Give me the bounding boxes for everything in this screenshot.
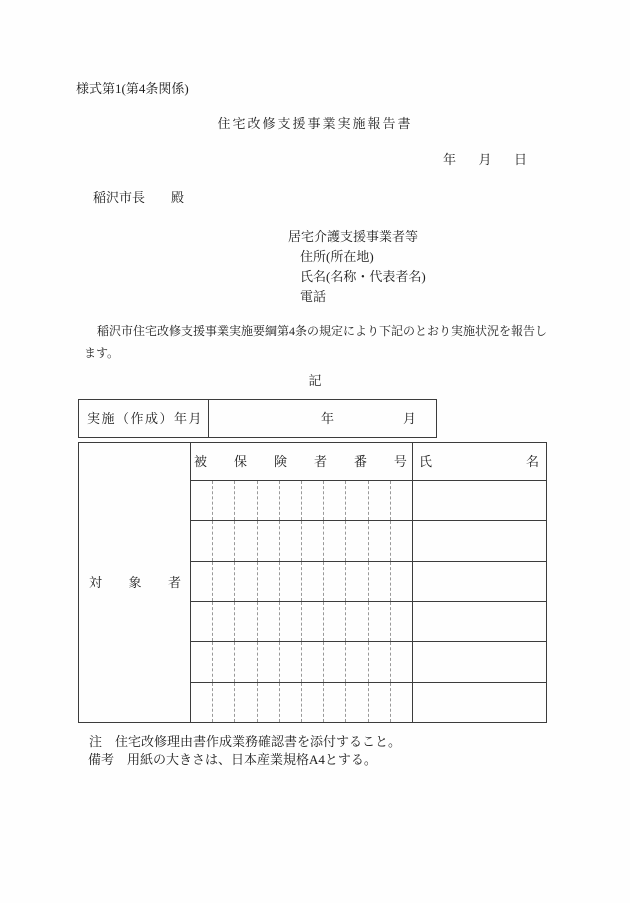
name-cell [413,481,546,520]
digit-box [235,642,257,681]
digit-box [213,562,235,601]
digit-box [191,562,213,601]
target-label-char: 対 [89,574,103,590]
name-cell [413,562,546,601]
digit-box [346,562,368,601]
insured-number-cell [191,481,413,520]
digit-box [213,521,235,560]
addressee: 稲沢市長 殿 [93,190,185,205]
digit-box [280,683,302,722]
digit-box [346,642,368,681]
insured-number-cell [191,602,413,641]
digit-box [280,521,302,560]
digit-box [324,602,346,641]
target-table [78,442,547,723]
digit-box [346,521,368,560]
digit-box [324,521,346,560]
note-text: 住宅改修理由書作成業務確認書を添付すること。 [115,734,402,749]
target-column-label [79,574,190,592]
name-header [413,443,546,480]
digit-box [346,481,368,520]
digit-box [324,683,346,722]
digit-box [258,642,280,681]
target-table-right [191,443,546,722]
target-column [79,443,191,722]
impl-year-label: 年 [321,410,335,426]
digit-box [280,602,302,641]
digit-box [369,521,391,560]
digit-box [324,642,346,681]
day-label: 日 [513,152,527,167]
form-code: 様式第1(第4条関係) [76,81,189,96]
target-row [191,521,546,561]
digit-box [191,521,213,560]
note-label: 注 [89,734,103,749]
body-line-1: 稲沢市住宅改修支援事業実施要綱第4条の規定により下記のとおり実施状況を報告し [97,324,548,338]
remark-label: 備考 [88,752,115,767]
digit-box [258,562,280,601]
insured-header-char: 者 [313,453,327,469]
sender-phone: 電話 [300,289,327,304]
body-paragraph [84,320,547,364]
note-line [89,733,401,751]
digit-box [391,481,412,520]
digit-box [324,562,346,601]
target-rows [191,481,546,722]
name-header-char: 氏 [419,453,433,469]
digit-box [235,481,257,520]
insured-number-cell [191,642,413,681]
name-cell [413,642,546,681]
digit-box [213,602,235,641]
remark-line [88,751,377,769]
insured-header-char: 番 [353,453,367,469]
date-line [443,151,527,169]
digit-box [369,481,391,520]
digit-box [369,683,391,722]
digit-box [258,683,280,722]
digit-box [369,562,391,601]
sender-address: 住所(所在地) [300,249,374,264]
insured-header-char: 保 [233,453,247,469]
digit-box [302,642,324,681]
digit-box [391,642,412,681]
insured-number-cell [191,521,413,560]
target-row [191,642,546,682]
target-label-char: 者 [167,574,181,590]
digit-box [391,683,412,722]
digit-box [369,642,391,681]
digit-box [258,521,280,560]
digit-box [235,562,257,601]
target-row [191,602,546,642]
name-cell [413,683,546,722]
impl-date-table [78,399,437,438]
digit-box [280,642,302,681]
digit-box [235,521,257,560]
digit-box [302,562,324,601]
digit-box [302,521,324,560]
digit-box [302,602,324,641]
digit-box [191,602,213,641]
digit-box [346,683,368,722]
remark-text: 用紙の大きさは、日本産業規格A4とする。 [127,752,377,767]
target-label-char: 象 [128,574,142,590]
insured-number-cell [191,562,413,601]
record-marker: 記 [308,373,322,388]
name-header-char: 名 [525,453,539,469]
target-row [191,562,546,602]
sender-block [288,227,426,307]
digit-box [391,602,412,641]
digit-box [302,481,324,520]
digit-box [258,602,280,641]
digit-box [191,481,213,520]
digit-box [302,683,324,722]
impl-date-value-cell [209,400,436,437]
digit-box [324,481,346,520]
insured-header-char: 号 [393,453,407,469]
insured-number-header [191,443,413,480]
year-label: 年 [443,152,457,167]
digit-box [369,602,391,641]
digit-box [191,642,213,681]
insured-header-char: 被 [194,453,208,469]
digit-box [391,521,412,560]
digit-box [191,683,213,722]
digit-box [213,642,235,681]
digit-box [235,602,257,641]
digit-box [280,562,302,601]
digit-box [213,683,235,722]
digit-box [346,602,368,641]
target-row [191,683,546,722]
sender-name: 氏名(名称・代表者名) [300,269,426,284]
insured-header-char: 険 [273,453,287,469]
digit-box [213,481,235,520]
digit-box [258,481,280,520]
target-table-header [191,443,546,481]
sender-org: 居宅介護支援事業者等 [288,229,419,244]
insured-number-cell [191,683,413,722]
name-cell [413,602,546,641]
impl-date-label: 実施（作成）年月 [79,400,209,437]
digit-box [235,683,257,722]
document-title: 住宅改修支援事業実施報告書 [217,116,413,131]
body-line-2: ます。 [84,346,120,360]
month-label: 月 [478,152,492,167]
impl-month-label: 月 [403,410,417,426]
digit-box [280,481,302,520]
name-cell [413,521,546,560]
target-row [191,481,546,521]
digit-box [391,562,412,601]
